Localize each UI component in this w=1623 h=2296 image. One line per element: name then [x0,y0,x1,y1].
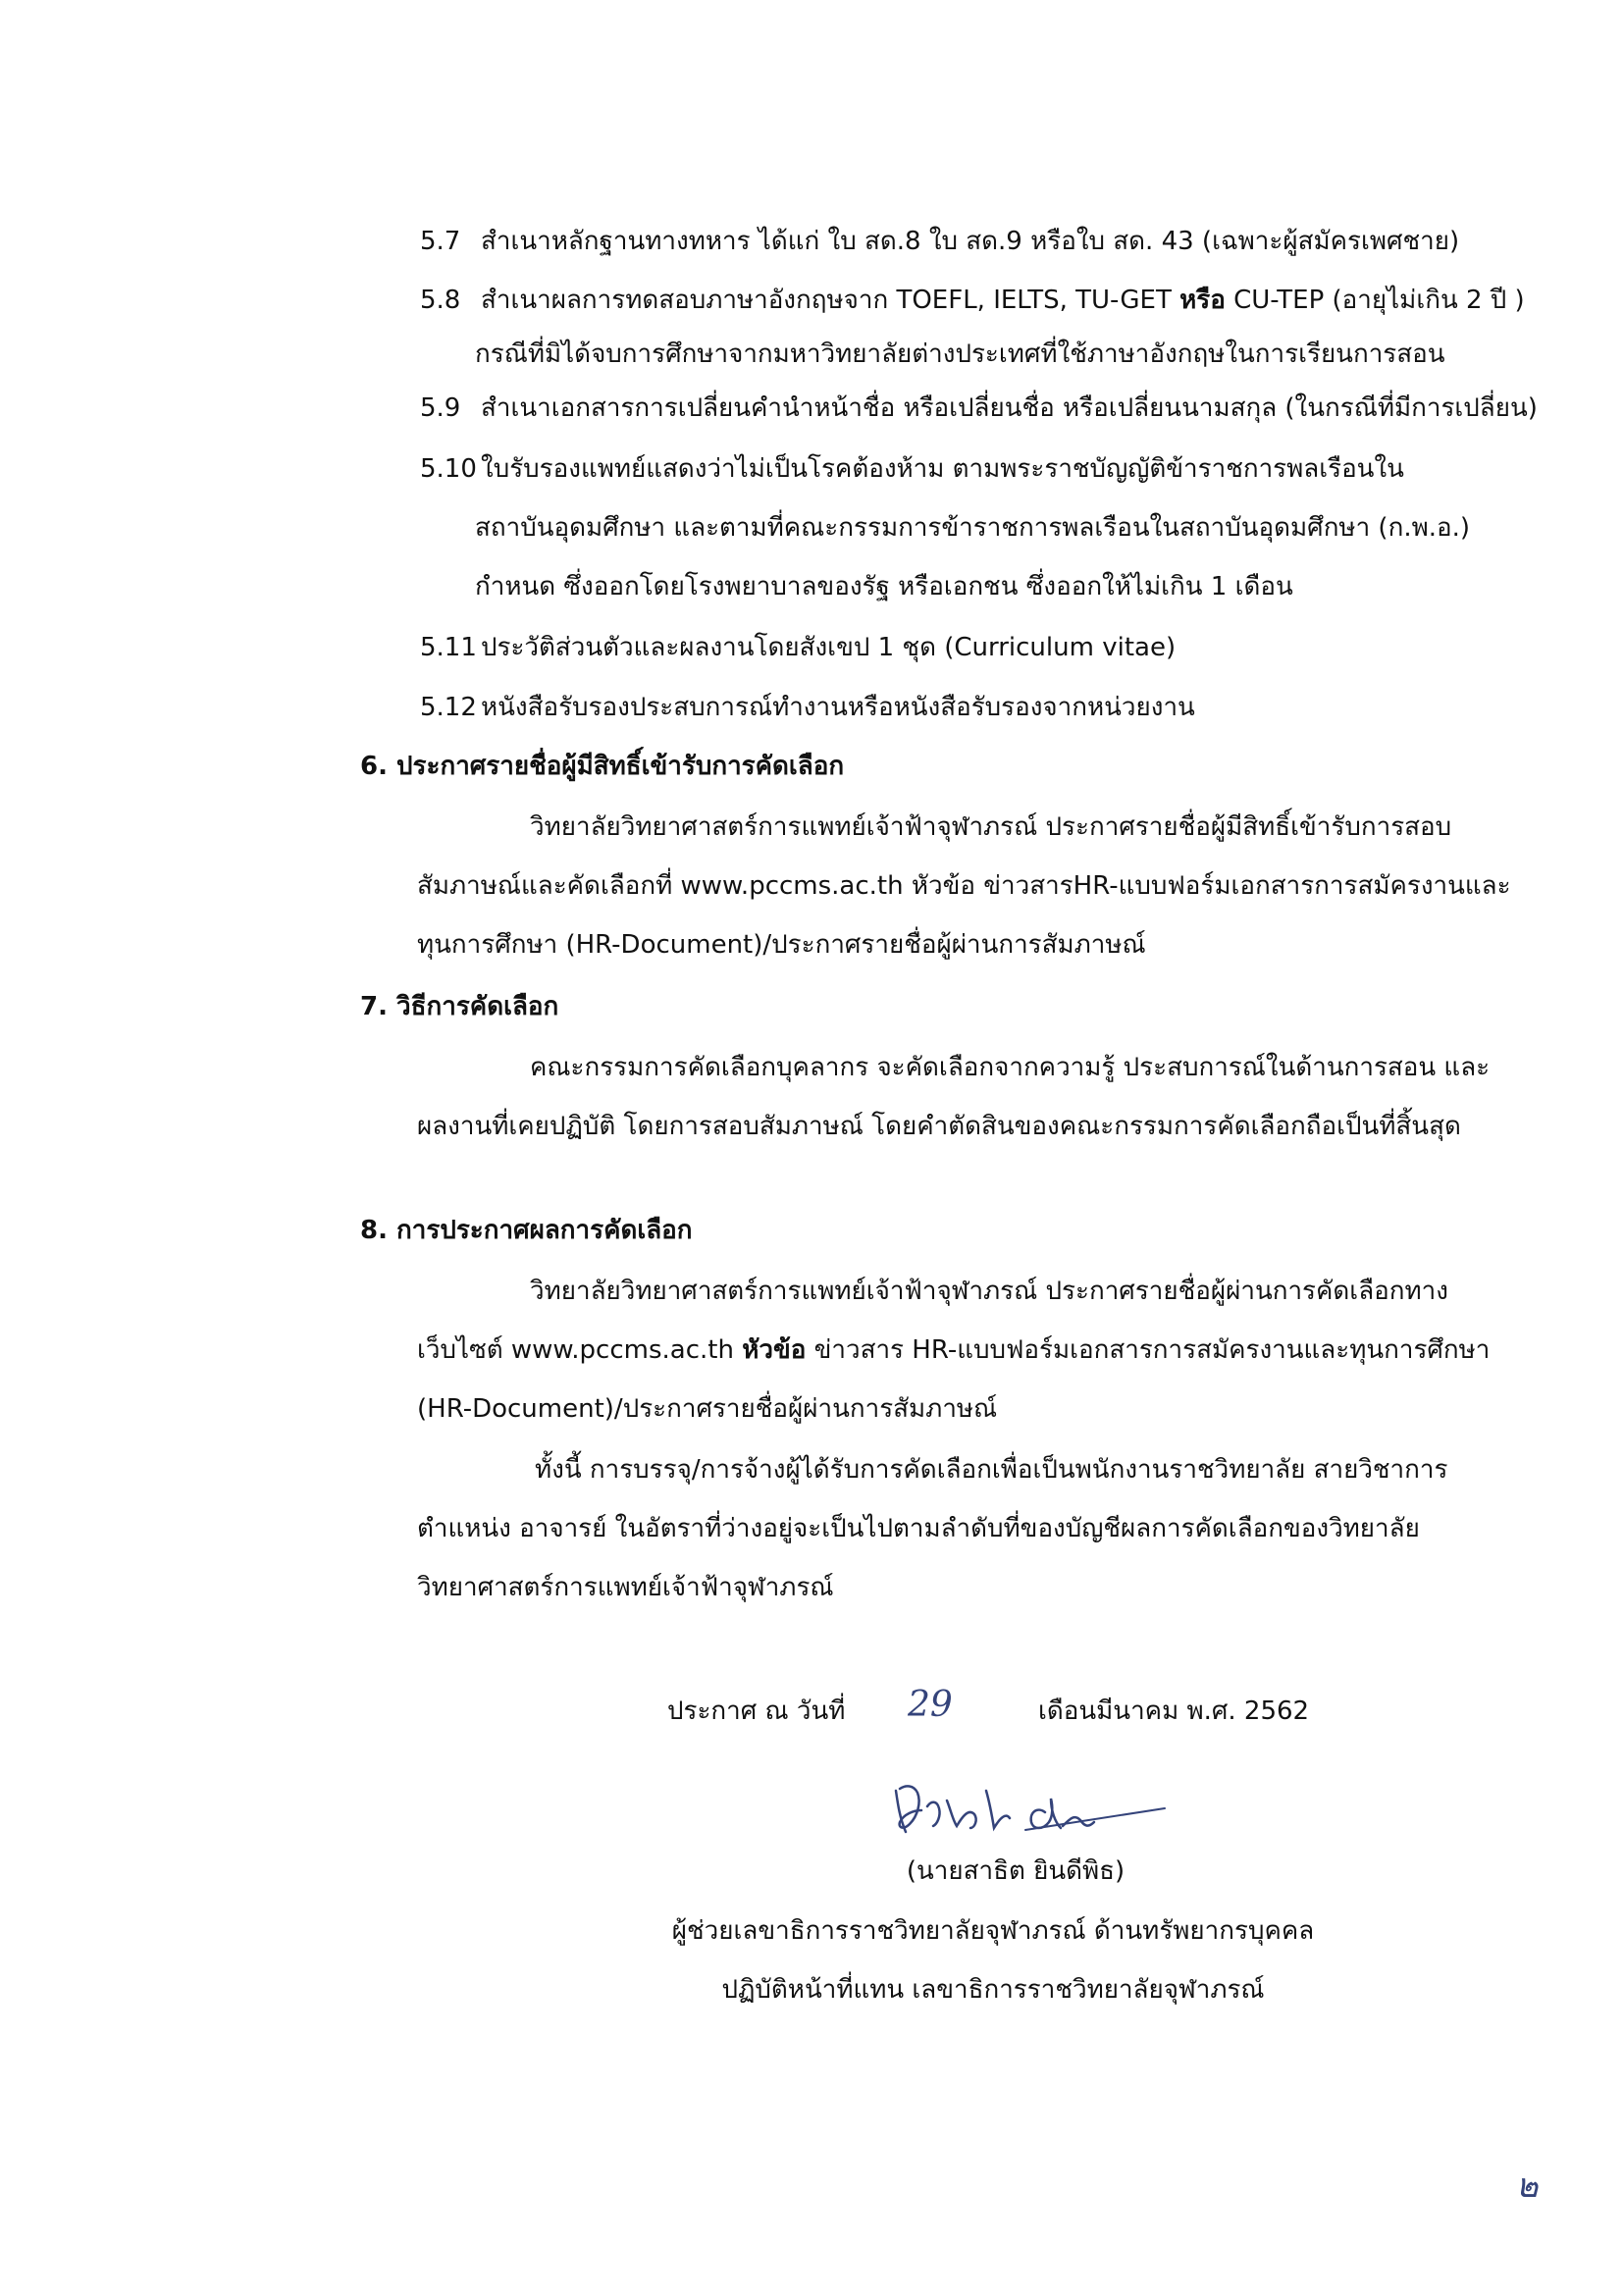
section-8-line6: วิทยาศาสตร์การแพทย์เจ้าฟ้าจุฬาภรณ์ [417,1573,834,1602]
section-8-line1: วิทยาลัยวิทยาศาสตร์การแพทย์เจ้าฟ้าจุฬาภรณ์ ประกาศรายชื่อผู้ผ่านการคัดเลือกทาง [530,1277,1448,1306]
section-8-heading: 8. การประกาศผลการคัดเลือก [360,1216,693,1245]
section-6-line2: สัมภาษณ์และคัดเลือกที่ www.pccms.ac.th หัวข้อ ข่าวสารHR-แบบฟอร์มเอกสารการสมัครงานและ [417,871,1511,901]
item-5-10-line2: สถาบันอุดมศึกษา และตามที่คณะกรรมการข้าราชการพลเรือนในสถาบันอุดมศึกษา (ก.พ.อ.) [475,513,1471,543]
item-5-8-line2: กรณีที่มิได้จบการศึกษาจากมหาวิทยาลัยต่างประเทศที่ใช้ภาษาอังกฤษในการเรียนการสอน [475,339,1445,369]
section-8-line2-tail: ข่าวสาร HR-แบบฟอร์มเอกสารการสมัครงานและทุนการศึกษา [813,1335,1491,1365]
signatory-title-1: ผู้ช่วยเลขาธิการราชวิทยาลัยจุฬาภรณ์ ด้านทรัพยากรบุคคล [671,1916,1315,1946]
handwritten-signature [878,1771,1173,1859]
item-5-10-line1: ใบรับรองแพทย์แสดงว่าไม่เป็นโรคต้องห้าม ตามพระราชบัญญัติข้าราชการพลเรือนใน [481,454,1404,484]
item-5-8-bold-word: หรือ [1179,286,1226,315]
item-5-11-number: 5.11 [420,633,477,662]
page-number-mark [1516,2159,1565,2206]
signatory-name: (นายสาธิต ยินดีพิธ) [906,1856,1126,1886]
section-8-line2-bold: หัวข้อ [742,1335,807,1365]
section-7-line1: คณะกรรมการคัดเลือกบุคลากร จะคัดเลือกจากความรู้ ประสบการณ์ในด้านการสอน และ [530,1053,1491,1082]
item-5-9-text: สำเนาเอกสารการเปลี่ยนคำนำหน้าชื่อ หรือเปลี่ยนชื่อ หรือเปลี่ยนนามสกุล (ในกรณีที่มีการเปลี่ยน) [481,393,1538,423]
item-5-10-number: 5.10 [420,454,477,484]
item-5-8-line1 [481,283,1525,318]
section-8-line5: ตำแหน่ง อาจารย์ ในอัตราที่ว่างอยู่จะเป็นไปตามลำดับที่ของบัญชีผลการคัดเลือกของวิทยาลัย [417,1514,1420,1543]
announce-day-handwritten: 29 [908,1685,953,1725]
item-5-9-number: 5.9 [420,393,461,423]
section-7-line2: ผลงานที่เคยปฏิบัติ โดยการสอบสัมภาษณ์ โดยคำตัดสินของคณะกรรมการคัดเลือกถือเป็นที่สิ้นสุด [417,1112,1461,1141]
item-5-12-number: 5.12 [420,693,477,722]
item-5-7-number: 5.7 [420,227,461,256]
section-6-line3: ทุนการศึกษา (HR-Document)/ประกาศรายชื่อผู้ผ่านการสัมภาษณ์ [417,930,1146,960]
section-8-line3: (HR-Document)/ประกาศรายชื่อผู้ผ่านการสัมภาษณ์ [417,1394,998,1424]
item-5-8-number: 5.8 [420,286,461,315]
page-number-text: ๒ [1516,2166,1539,2206]
item-5-8-line1-text: สำเนาผลการทดสอบภาษาอังกฤษจาก TOEFL, IELTS, TU-GET [481,286,1172,315]
section-6-heading: 6. ประกาศรายชื่อผู้มีสิทธิ์เข้ารับการคัดเลือก [360,752,845,781]
announce-suffix: เดือนมีนาคม พ.ศ. 2562 [1038,1696,1310,1726]
section-8-line2-lead: เว็บไซต์ www.pccms.ac.th [417,1335,734,1365]
item-5-11-text: ประวัติส่วนตัวและผลงานโดยสังเขป 1 ชุด (Curriculum vitae) [481,633,1177,662]
announce-prefix: ประกาศ ณ วันที่ [667,1696,846,1726]
section-6-line1: วิทยาลัยวิทยาศาสตร์การแพทย์เจ้าฟ้าจุฬาภรณ์ ประกาศรายชื่อผู้มีสิทธิ์เข้ารับการสอบ [530,812,1452,842]
section-8-line4: ทั้งนี้ การบรรจุ/การจ้างผู้ได้รับการคัดเลือกเพื่อเป็นพนักงานราชวิทยาลัย สายวิชาการ [535,1455,1448,1485]
item-5-7-text: สำเนาหลักฐานทางทหาร ได้แก่ ใบ สด.8 ใบ สด.9 หรือใบ สด. 43 (เฉพาะผู้สมัครเพศชาย) [481,227,1460,256]
section-8-line2 [417,1332,1490,1368]
item-5-8-line1-tail: CU-TEP (อายุไม่เกิน 2 ปี ) [1233,286,1525,315]
section-7-heading: 7. วิธีการคัดเลือก [360,992,559,1021]
signatory-title-2: ปฏิบัติหน้าที่แทน เลขาธิการราชวิทยาลัยจุฬาภรณ์ [721,1975,1265,2005]
item-5-10-line3: กำหนด ซึ่งออกโดยโรงพยาบาลของรัฐ หรือเอกชน ซึ่งออกให้ไม่เกิน 1 เดือน [475,572,1293,601]
item-5-12-text: หนังสือรับรองประสบการณ์ทำงานหรือหนังสือรับรองจากหน่วยงาน [481,693,1195,722]
